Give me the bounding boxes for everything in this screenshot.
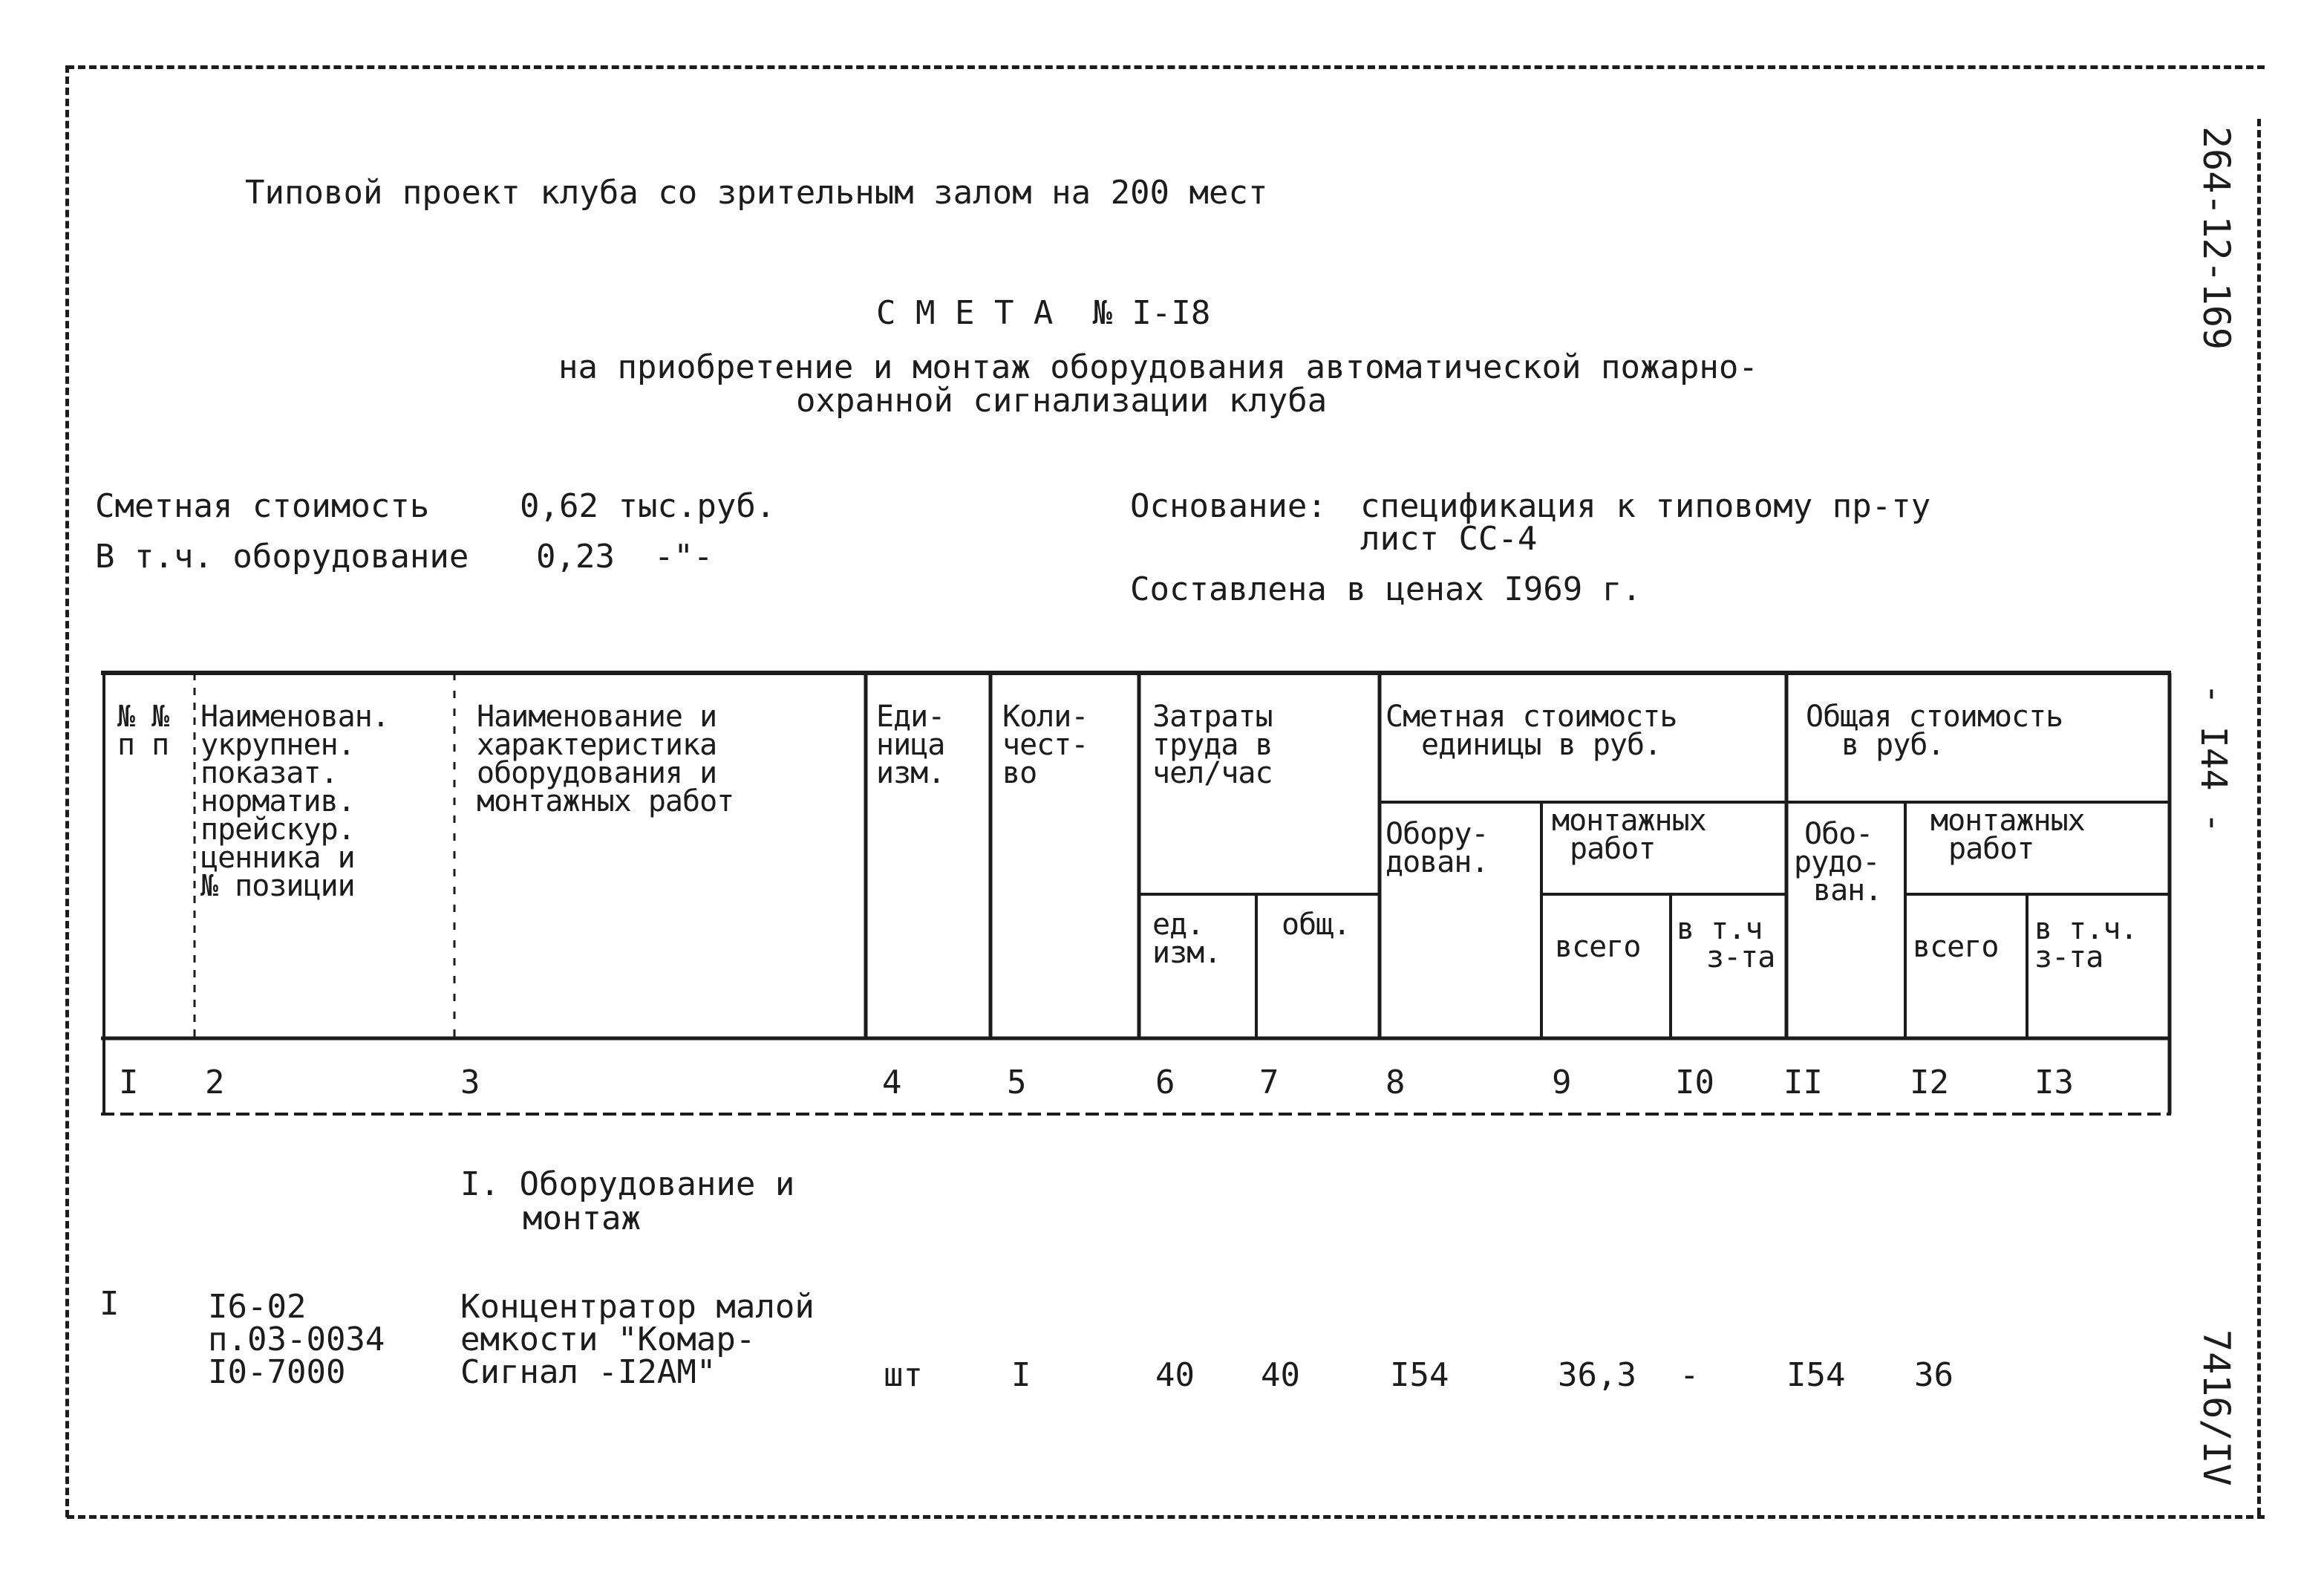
col-number-1: I <box>119 1064 139 1101</box>
estimate-subtitle-1: на приобретение и монтаж оборудования автоматической пожарно- <box>558 348 1758 386</box>
header-labor-total: общ. <box>1282 908 1351 942</box>
header-total-install-total: всего <box>1913 930 1999 964</box>
header-total-install: монтажных работ <box>1930 804 2085 866</box>
header-labor: Затраты труда в чел/час <box>1152 700 1273 790</box>
header-total-equipment: Обо- рудо- ван. <box>1794 817 1882 908</box>
estimate-heading: С М Е Т А № I-I8 <box>876 294 1211 332</box>
col-number-11: II <box>1783 1064 1823 1101</box>
row-unit: шт <box>884 1356 923 1394</box>
header-col-3: Наименование и характеристика оборудования и монтажных работ <box>477 700 734 818</box>
row-code: I6-02 п.03-0034 I0-7000 <box>208 1288 385 1391</box>
col-number-13: I3 <box>2034 1064 2074 1101</box>
col-number-9: 9 <box>1552 1064 1572 1101</box>
col-number-7: 7 <box>1259 1064 1279 1101</box>
row-total-install: 36 <box>1914 1356 1953 1394</box>
col-number-5: 5 <box>1007 1064 1027 1101</box>
cost-label: Сметная стоимость <box>95 487 430 525</box>
col-number-12: I2 <box>1910 1064 1949 1101</box>
basis-label: Основание: <box>1130 487 1327 525</box>
col-number-8: 8 <box>1385 1064 1406 1101</box>
row-labor-total: 40 <box>1261 1356 1300 1394</box>
row-name: Концентратор малой емкости "Комар- Сигнал -I2АМ" <box>460 1288 815 1391</box>
col-number-4: 4 <box>882 1064 902 1101</box>
header-col-4: Еди- ница изм. <box>876 700 945 790</box>
margin-page-number: - I44 - <box>2193 683 2234 834</box>
basis-line-2: лист СС-4 <box>1360 520 1538 558</box>
header-col-2: Наименован. укрупнен. показат. норматив. прейскур. ценника и № позиции <box>200 700 389 903</box>
header-unit-cost: Сметная стоимость единицы в руб. <box>1385 700 1677 762</box>
col-number-10: I0 <box>1675 1064 1714 1101</box>
row-qty: I <box>1011 1356 1031 1394</box>
header-total-cost: Общая стоимость в руб. <box>1806 700 2063 762</box>
header-col-5: Коли- чест- во <box>1002 700 1088 790</box>
col-number-3: 3 <box>460 1064 480 1101</box>
project-title: Типовой проект клуба со зрительным залом на 200 мест <box>245 174 1268 212</box>
section-title: I. Оборудование и монтаж <box>460 1165 795 1237</box>
estimate-subtitle-2: охранной сигнализации клуба <box>796 382 1328 420</box>
header-unit-install-total: всего <box>1555 930 1641 964</box>
header-unit-install-wage: в т.ч з-та <box>1677 912 1775 974</box>
header-labor-unit: ед. изм. <box>1152 908 1221 970</box>
basis-line-1: спецификация к типовому пр-ту <box>1360 487 1931 525</box>
equipment-value: 0,23 -"- <box>536 538 714 576</box>
row-unit-install: 36,3 <box>1558 1356 1636 1394</box>
header-unit-equipment: Обору- дован. <box>1385 817 1489 879</box>
equipment-label: В т.ч. оборудование <box>95 538 469 576</box>
header-col-1: № № п п <box>117 700 169 762</box>
col-number-6: 6 <box>1155 1064 1175 1101</box>
col-number-2: 2 <box>205 1064 225 1101</box>
cost-value: 0,62 тыс.руб. <box>520 487 776 525</box>
row-num: I <box>99 1285 120 1323</box>
row-labor-unit: 40 <box>1155 1356 1195 1394</box>
prices-year: Составлена в ценах I969 г. <box>1130 570 1642 608</box>
header-unit-install: монтажных работ <box>1552 804 1706 866</box>
row-total-equipment: I54 <box>1786 1356 1846 1394</box>
row-unit-install-wage: - <box>1680 1356 1700 1394</box>
header-total-install-wage: в т.ч. з-та <box>2034 912 2138 974</box>
margin-top-code: 264-12-169 <box>2195 126 2238 351</box>
row-unit-equipment: I54 <box>1390 1356 1449 1394</box>
margin-bottom-code: 7416/IV <box>2195 1329 2238 1486</box>
